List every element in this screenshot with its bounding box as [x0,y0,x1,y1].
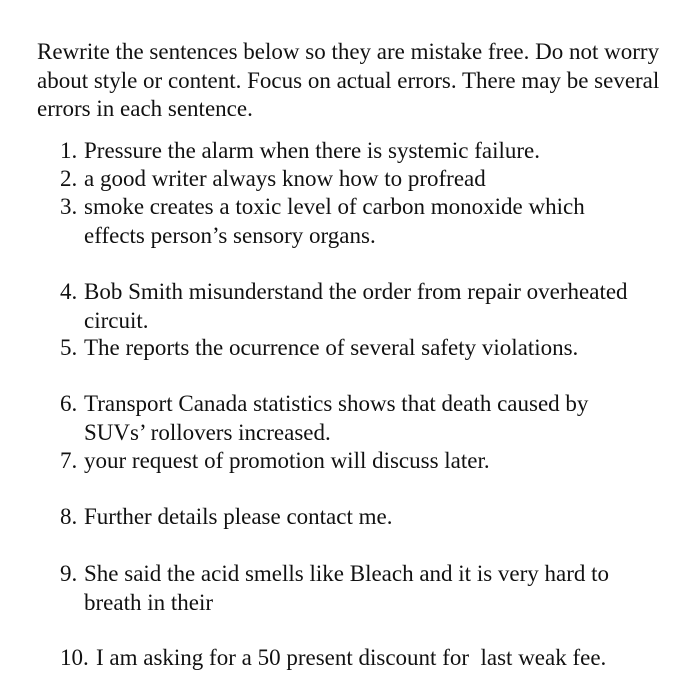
item-number: 10. [60,645,89,670]
item-text: smoke creates a toxic level of carbon monoxide which [84,194,585,219]
item-number: 8. [60,504,78,529]
item-text: She said the acid smells like Bleach and it is very hard to [84,561,610,586]
item-number: 1. [60,138,78,163]
item-number: 6. [60,391,78,416]
item-text-continuation: circuit. [84,308,149,333]
item-number: 4. [60,279,78,304]
item-text-continuation: effects person’s sensory organs. [84,223,376,248]
item-number: 2. [60,166,78,191]
item-text: I am asking for a 50 present discount for last weak fee. [96,645,607,670]
item-text-continuation: breath in their [84,590,214,615]
item-text: a good writer always know how to profread [84,166,486,191]
item-text: Bob Smith misunderstand the order from repair overheated [84,279,628,304]
item-number: 5. [60,335,78,360]
item-text-continuation: SUVs’ rollovers increased. [84,420,331,445]
item-number: 3. [60,194,78,219]
item-text: your request of promotion will discuss later. [84,448,490,473]
instructions-paragraph: Rewrite the sentences below so they are mistake free. Do not worry about style or content. Focus on actual errors. There may be several errors in each sentence. [37,39,660,121]
item-text: Pressure the alarm when there is systemic failure. [84,138,541,163]
item-text: Transport Canada statistics shows that death caused by [84,391,589,416]
item-number: 9. [60,561,78,586]
item-text: The reports the ocurrence of several safety violations. [84,335,579,360]
item-text: Further details please contact me. [84,504,393,529]
item-number: 7. [60,448,78,473]
